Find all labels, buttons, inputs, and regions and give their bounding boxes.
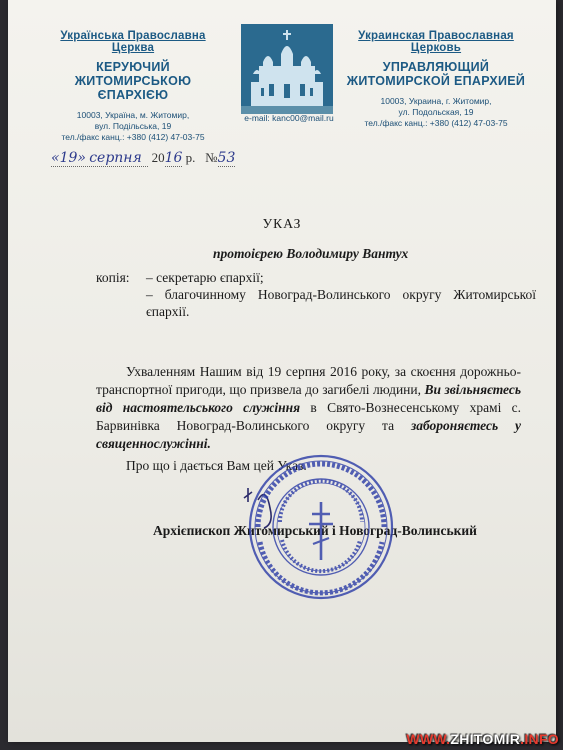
addressee: протоієрею Володимиру Вантух bbox=[213, 246, 409, 261]
letterhead-left bbox=[38, 30, 228, 143]
letterhead-church-ua: Українська Православна Церква bbox=[60, 30, 206, 54]
letterhead-org-ua: КЕРУЮЧИЙ ЖИТОМИРСЬКОЮ ЄПАРХІЄЮ bbox=[74, 60, 192, 102]
decree-closing: Про що і дається Вам цей Указ. bbox=[126, 458, 307, 473]
document-title: УКАЗ bbox=[262, 216, 302, 231]
date-year-abbr: р. bbox=[185, 150, 196, 165]
document-page bbox=[8, 0, 556, 742]
copies-item: – благочинному Новоград-Волинського округу Житомирської єпархії. bbox=[146, 287, 536, 319]
letterhead-address-ua: 10003, Україна, м. Житомир, вул. Подільська, 19 тел./факс канц.: +380 (412) 47-03-75 bbox=[61, 110, 205, 142]
copies-label: копія: bbox=[96, 270, 130, 285]
signature-line: Архієпископ Житомирський і Новоград-Волинський bbox=[153, 523, 477, 538]
letterhead-right bbox=[341, 30, 531, 129]
letterhead-org-ru: УПРАВЛЯЮЩИЙ ЖИТОМИРСКОЙ ЕПАРХИЕЙ bbox=[346, 60, 526, 88]
letterhead-email: e-mail: kanc00@mail.ru bbox=[244, 113, 334, 123]
official-seal-stamp bbox=[246, 452, 396, 602]
date-year-suffix: 16 bbox=[164, 150, 183, 166]
date-month: серпня bbox=[89, 150, 142, 166]
date-day: «19» bbox=[51, 150, 86, 166]
cathedral-emblem-icon bbox=[241, 24, 333, 114]
number-label: № bbox=[205, 150, 218, 165]
site-watermark: WWW.ZHITOMIR.INFO bbox=[406, 731, 559, 747]
decree-paragraph: Ухваленням Нашим від 19 серпня 2016 року, за скоєння дорожньо-транспортної пригоди, що призвела до загибелі людини, Ви звільняєтесь від настоятельського служіння в Свято-Вознесенському храмі с. Барвинівка Новоград-Волинського округу та забороняєтесь у священнослужінні. bbox=[96, 364, 522, 451]
date-year-prefix: 20 bbox=[151, 150, 165, 165]
document-date-number bbox=[51, 150, 235, 167]
copies-list bbox=[96, 269, 536, 320]
copies-item: – секретарю єпархії; bbox=[146, 270, 264, 285]
letterhead-address-ru: 10003, Украина, г. Житомир, ул. Подольская, 19 тел./факс канц.: +380 (412) 47-03-75 bbox=[364, 96, 508, 128]
letterhead-church-ru: Украинская Православная Церковь bbox=[358, 30, 514, 54]
document-number: 53 bbox=[217, 150, 236, 166]
